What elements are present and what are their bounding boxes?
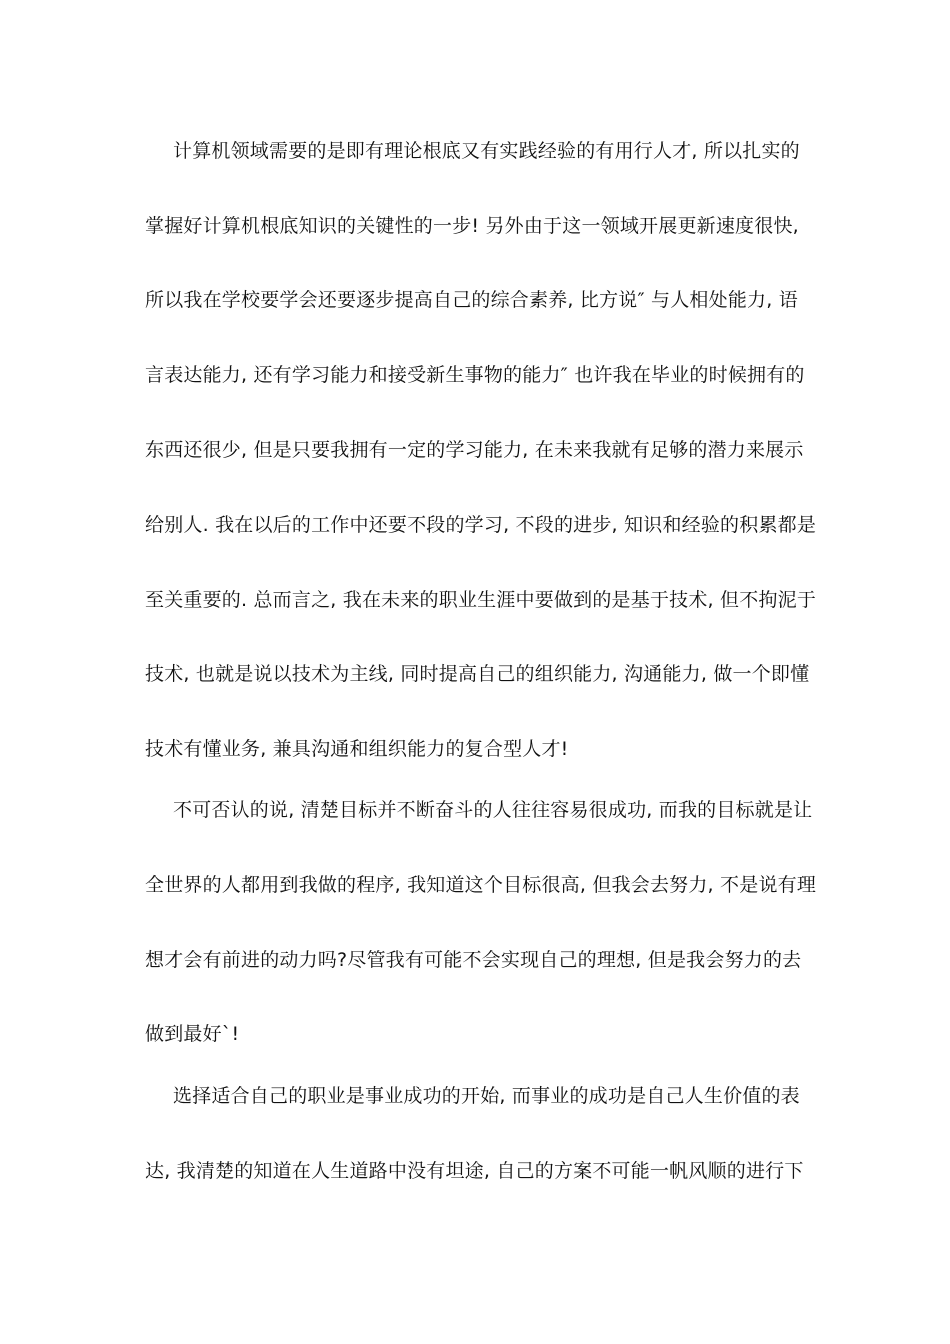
paragraph-1-line-9: 技术有懂业务, 兼具沟通和组织能力的复合型人才!: [145, 738, 569, 760]
paragraph-1-line-5: 东西还很少, 但是只要我拥有一定的学习能力, 在未来我就有足够的潜力来展示: [145, 439, 804, 461]
paragraph-2-line-1: 不可否认的说, 清楚目标并不断奋斗的人往往容易很成功, 而我的目标就是让: [173, 799, 813, 821]
paragraph-1-line-4: 言表达能力, 还有学习能力和接受新生事物的能力″ 也许我在毕业的时候拥有的: [145, 364, 805, 386]
paragraph-1-line-8: 技术, 也就是说以技术为主线, 同时提高自己的组织能力, 沟通能力, 做一个即懂: [145, 663, 810, 685]
paragraph-1-line-1: 计算机领域需要的是即有理论根底又有实践经验的有用行人才, 所以扎实的: [173, 140, 800, 162]
paragraph-3-line-2: 达, 我清楚的知道在人生道路中没有坦途, 自己的方案不可能一帆风顺的进行下: [145, 1160, 804, 1182]
paragraph-2-line-3: 想才会有前进的动力吗?尽管我有可能不会实现自己的理想, 但是我会努力的去: [145, 949, 802, 971]
paragraph-1-line-3: 所以我在学校要学会还要逐步提高自己的综合素养, 比方说″ 与人相处能力, 语: [145, 289, 798, 311]
paragraph-2-line-2: 全世界的人都用到我做的程序, 我知道这个目标很高, 但我会去努力, 不是说有理: [145, 874, 817, 896]
paragraph-3-line-1: 选择适合自己的职业是事业成功的开始, 而事业的成功是自己人生价值的表: [173, 1085, 800, 1107]
paragraph-1-line-7: 至关重要的. 总而言之, 我在未来的职业生涯中要做到的是基于技术, 但不拘泥于: [145, 589, 817, 611]
paragraph-1-line-2: 掌握好计算机根底知识的关键性的一步! 另外由于这一领域开展更新速度很快,: [145, 215, 799, 237]
paragraph-2-line-4: 做到最好ˋ!: [145, 1023, 240, 1045]
paragraph-1-line-6: 给别人. 我在以后的工作中还要不段的学习, 不段的进步, 知识和经验的积累都是: [145, 514, 817, 536]
